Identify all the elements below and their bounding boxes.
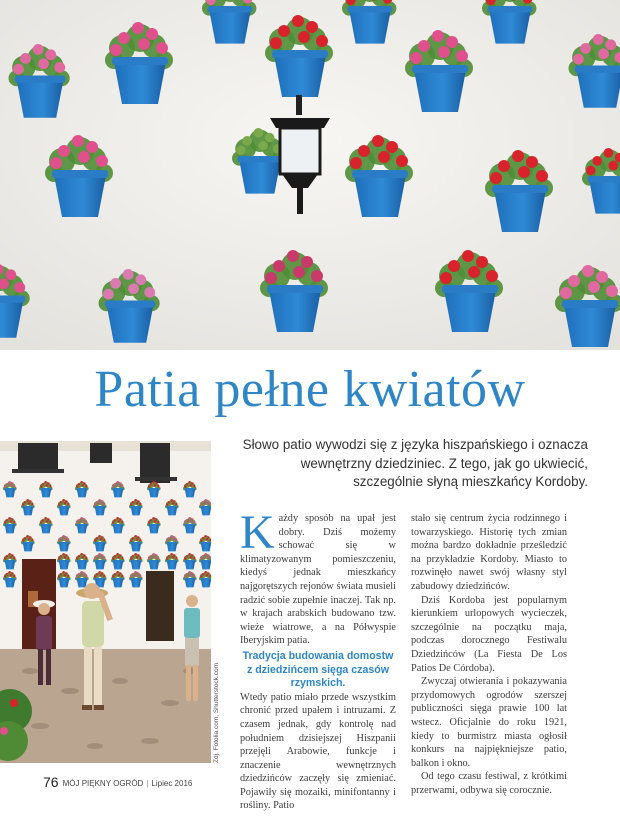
footer-separator: | [146,779,149,788]
article-title: Patia pełne kwiatów [94,361,526,418]
page-footer [43,774,443,790]
page-number: 76 [43,774,59,790]
body-column-1 [240,506,396,813]
patio-tourists-illustration [0,441,211,763]
issue-date: Lipiec 2016 [151,779,193,788]
drop-cap: K [240,506,275,559]
paragraph [240,691,396,813]
paragraph [240,506,396,648]
paragraph: Od tego czasu festiwal, z krótkimi przerwami, odbywa się corocznie. [411,771,567,796]
magazine-name: MÓJ PIĘKNY OGRÓD [62,779,144,788]
article-lead: Słowo patio wywodzi się z języka hiszpańskiego i oznacza wewnętrzny dziedziniec. Z tego, jak go ukwiecić, szczególnie słyną mieszkańcy Kordoby. [242,437,588,489]
article-subhead: Tradycja budowania domostw z dziedzińcem sięga czasów rzymskich. [242,649,394,690]
paragraph: stało się centrum życia rodzinnego i towarzyskiego. Historię tych zmian można bardzo dokładnie prześledzić na przykładzie Kordoby. Miasto to rozwinęło nawet swój własny styl zabudowy dziedzińców. [411,513,567,592]
paragraph: Zwyczaj otwierania i pokazywania przydomowych ogrodów szerszej publiczności sięga prawie 100 lat wstecz. Oficjalnie do roku 1921, kiedy to burmistrz miasta ogłosił konkurs na najpiękniejsze patio, balkon i okno. [411,676,567,769]
side-photo [0,441,211,763]
paragraph-text: ażdy sposób na upał jest dobry. Dziś możemy schować się w klimatyzowanym pomieszczeniu, kiedyś jednak mieszkańcy najgorętszych rejonów świata musieli radzić sobie zupełnie inaczej. Tak np. w krajach arabskich budowano tzw. wieże wiatrowe, a na Półwyspie Iberyjskim patia. [240,513,396,647]
photo-credit: Zdj. Fotolia.com, Shutterstock.com [213,662,220,763]
hero-photo [0,0,620,350]
paragraph-text: Wtedy patio miało przede wszystkim chronić przed upałem i intruzami. Z czasem jednak, gdy kontrolę nad południem dzisiejszej Hiszpanii przejęli Arabowie, funkcje i znaczenie wewnętrznych dziedzińców zaczęły się zmieniać. Pojawiły się mozaiki, minifontanny i rośliny. Patio [240,691,396,812]
paragraph: Dziś Kordoba jest popularnym kierunkiem urlopowych wycieczek, szczególnie na początku maja, podczas dorocznego Festiwalu Dziedzińców (La Fiesta De Los Patios De Córdoba). [411,594,567,674]
body-column-2 [411,512,567,797]
hero-flowerpots-illustration [0,0,620,350]
